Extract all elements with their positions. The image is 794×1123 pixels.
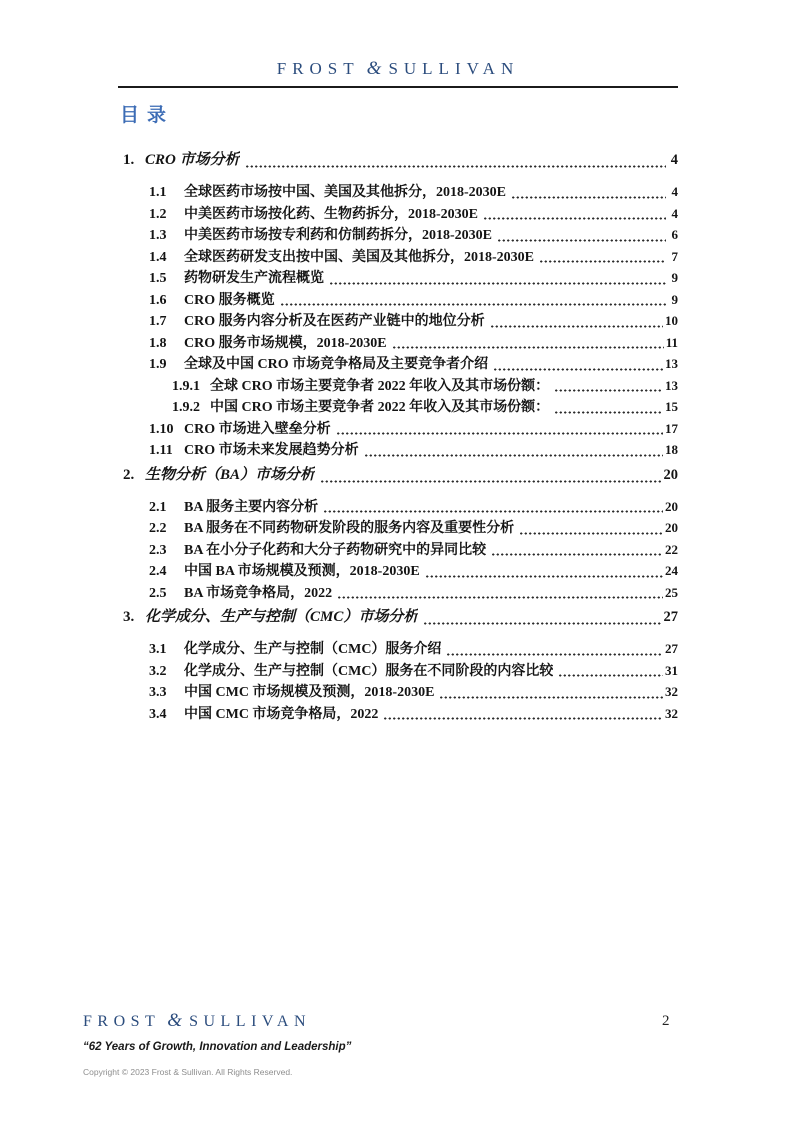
toc-section: [118, 96, 678, 724]
toc-entry-title: 全球 CRO 市场主要竞争者 2022 年收入及其市场份额：: [210, 378, 550, 394]
toc-dot-leader: [558, 660, 663, 682]
toc-entry-title: 中美医药市场按化药、生物药拆分，2018-2030E: [184, 206, 478, 222]
toc-entry[interactable]: [118, 660, 678, 682]
toc-dot-leader: [336, 418, 663, 440]
toc-entry-number: 1.11: [149, 443, 173, 458]
toc-dot-leader: [519, 517, 663, 539]
toc-entry-page: 13: [665, 356, 678, 371]
toc-entry-number: 3.3: [149, 685, 167, 700]
toc-entry-number: 3.4: [149, 706, 167, 722]
toc-entry-title: 全球及中国 CRO 市场竞争格局及主要竞争者介绍: [184, 357, 489, 372]
toc-dot-leader: [511, 181, 666, 203]
toc-entry-number: 1.9.2: [172, 400, 200, 415]
toc-entry-page: 9: [671, 270, 678, 285]
page-footer: [83, 1010, 351, 1077]
toc-entry-page: 18: [665, 442, 678, 457]
toc-dot-leader: [439, 681, 663, 703]
toc-dot-leader: [383, 703, 663, 725]
page-header: [118, 58, 678, 88]
toc-entry[interactable]: [118, 310, 678, 332]
toc-entry-number: 2.2: [149, 521, 167, 536]
toc-entry-page: 32: [665, 684, 678, 699]
toc-entry-title: 中美医药市场按专利药和仿制药拆分，2018-2030E: [184, 228, 492, 243]
toc-entry-number: 1.: [123, 152, 135, 168]
footer-tagline: “62 Years of Growth, Innovation and Leadership”: [83, 1041, 352, 1053]
toc-list: [118, 148, 678, 724]
toc-entry[interactable]: [118, 148, 678, 172]
toc-entry[interactable]: [118, 582, 678, 604]
toc-entry-page: 7: [671, 248, 678, 264]
toc-entry[interactable]: [118, 203, 678, 225]
toc-entry-title: 化学成分、生产与控制（CMC）服务在不同阶段的内容比较: [184, 663, 554, 679]
toc-entry-title: CRO 市场分析: [145, 152, 240, 168]
toc-entry-page: 31: [665, 662, 678, 678]
toc-dot-leader: [245, 148, 666, 172]
toc-entry-number: 1.1: [149, 185, 167, 200]
toc-entry-title: BA 服务主要内容分析: [184, 499, 319, 515]
toc-entry[interactable]: [118, 681, 678, 703]
toc-entry-number: 3.1: [149, 642, 167, 657]
toc-dot-leader: [392, 332, 664, 354]
toc-dot-leader: [539, 246, 666, 268]
toc-entry-page: 22: [665, 541, 678, 557]
toc-entry-number: 1.2: [149, 206, 167, 222]
brand-word-frost: FROST: [83, 1013, 161, 1030]
toc-entry-title: 中国 CRO 市场主要竞争者 2022 年收入及其市场份额：: [210, 400, 550, 415]
toc-entry-title: BA 市场竞争格局，2022: [184, 585, 333, 601]
toc-entry-number: 1.9.1: [172, 378, 200, 394]
toc-entry-number: 1.10: [149, 421, 174, 437]
brand-ampersand-icon: &: [167, 1010, 183, 1031]
toc-dot-leader: [554, 375, 663, 397]
toc-entry-page: 15: [665, 399, 678, 414]
toc-dot-leader: [490, 310, 663, 332]
toc-entry[interactable]: [118, 703, 678, 725]
toc-entry-number: 2.4: [149, 564, 167, 579]
toc-entry[interactable]: [118, 181, 678, 203]
toc-entry-title: 中国 CMC 市场规模及预测，2018-2030E: [184, 685, 435, 700]
toc-entry-page: 25: [665, 584, 678, 600]
footer-copyright: Copyright © 2023 Frost & Sullivan. All Rights Reserved.: [83, 1067, 293, 1077]
toc-dot-leader: [323, 496, 663, 518]
toc-entry-page: 20: [663, 466, 678, 483]
toc-entry-number: 3.: [123, 609, 135, 625]
toc-entry[interactable]: [118, 463, 678, 487]
toc-entry-page: 4: [671, 184, 678, 199]
toc-entry-page: 27: [665, 641, 678, 656]
toc-entry-number: 1.3: [149, 228, 167, 243]
toc-dot-leader: [423, 605, 661, 629]
toc-entry-number: 1.5: [149, 271, 167, 286]
toc-entry-page: 20: [665, 498, 678, 514]
toc-dot-leader: [497, 224, 666, 246]
toc-entry-number: 2.5: [149, 585, 167, 601]
toc-entry-number: 1.6: [149, 292, 167, 308]
toc-dot-leader: [280, 289, 666, 311]
toc-entry-number: 1.9: [149, 357, 167, 372]
toc-entry[interactable]: [118, 560, 678, 582]
toc-dot-leader: [483, 203, 666, 225]
toc-entry-page: 9: [671, 291, 678, 307]
toc-entry-number: 2.: [123, 466, 135, 483]
toc-entry-number: 1.4: [149, 249, 167, 265]
toc-dot-leader: [554, 396, 663, 418]
toc-entry[interactable]: [118, 375, 678, 397]
toc-entry[interactable]: [118, 332, 678, 354]
toc-entry-number: 2.3: [149, 542, 167, 558]
toc-entry-title: 化学成分、生产与控制（CMC）服务介绍: [184, 642, 442, 657]
toc-entry-number: 1.8: [149, 335, 167, 351]
toc-entry-title: 全球医药研发支出按中国、美国及其他拆分，2018-2030E: [184, 249, 534, 265]
toc-entry[interactable]: [118, 605, 678, 629]
toc-entry[interactable]: [118, 353, 678, 375]
toc-entry[interactable]: [118, 517, 678, 539]
toc-entry-title: 生物分析（BA）市场分析: [145, 466, 316, 483]
toc-entry-page: 27: [663, 609, 678, 625]
toc-entry-title: 中国 BA 市场规模及预测，2018-2030E: [184, 564, 420, 579]
toc-entry[interactable]: [118, 246, 678, 268]
toc-dot-leader: [337, 582, 663, 604]
toc-dot-leader: [320, 463, 661, 487]
toc-dot-leader: [491, 539, 663, 561]
toc-entry-title: CRO 服务内容分析及在医药产业链中的地位分析: [184, 314, 485, 329]
toc-entry-page: 20: [665, 520, 678, 535]
toc-entry-title: CRO 服务概览: [184, 292, 275, 308]
toc-entry-page: 6: [671, 227, 678, 242]
toc-title: 目录: [120, 105, 175, 126]
toc-entry[interactable]: [118, 539, 678, 561]
toc-dot-leader: [329, 267, 666, 289]
toc-entry[interactable]: [118, 396, 678, 418]
toc-dot-leader: [425, 560, 663, 582]
toc-entry-number: 1.7: [149, 314, 167, 329]
header-brand-logo: [118, 58, 678, 80]
toc-entry-title: 药物研发生产流程概览: [184, 271, 324, 286]
toc-entry[interactable]: [118, 289, 678, 311]
toc-entry-number: 3.2: [149, 663, 167, 679]
toc-entry[interactable]: [118, 638, 678, 660]
toc-entry-page: 32: [665, 705, 678, 721]
toc-entry-number: 2.1: [149, 499, 167, 515]
toc-entry[interactable]: [118, 439, 678, 461]
brand-ampersand-icon: &: [366, 58, 382, 79]
toc-entry[interactable]: [118, 224, 678, 246]
toc-entry-title: BA 在小分子化药和大分子药物研究中的异同比较: [184, 542, 487, 558]
toc-entry-page: 4: [670, 152, 678, 168]
toc-entry-title: BA 服务在不同药物研发阶段的服务内容及重要性分析: [184, 521, 515, 536]
toc-entry-title: 全球医药市场按中国、美国及其他拆分，2018-2030E: [184, 185, 506, 200]
toc-dot-leader: [493, 353, 663, 375]
toc-entry-title: CRO 服务市场规模，2018-2030E: [184, 335, 387, 351]
toc-entry[interactable]: [118, 496, 678, 518]
toc-entry-page: 24: [665, 563, 678, 578]
toc-entry-page: 17: [665, 420, 678, 436]
brand-word-sullivan: SULLIVAN: [388, 59, 520, 78]
toc-entry-title: CRO 市场未来发展趋势分析: [184, 443, 359, 458]
toc-entry[interactable]: [118, 418, 678, 440]
page-number: 2: [662, 1013, 670, 1029]
toc-entry-title: CRO 市场进入壁垒分析: [184, 421, 331, 437]
brand-word-sullivan: SULLIVAN: [189, 1013, 312, 1030]
toc-entry-title: 化学成分、生产与控制（CMC）市场分析: [145, 609, 419, 625]
toc-entry-page: 10: [665, 313, 678, 328]
toc-dot-leader: [364, 439, 663, 461]
toc-entry-page: 13: [665, 377, 678, 393]
toc-entry-title: 中国 CMC 市场竞争格局，2022: [184, 706, 379, 722]
brand-word-frost: FROST: [276, 59, 360, 78]
toc-entry[interactable]: [118, 267, 678, 289]
toc-entry-page: 11: [665, 334, 678, 350]
footer-brand-logo: [83, 1010, 351, 1032]
toc-entry-page: 4: [671, 205, 678, 221]
toc-dot-leader: [446, 638, 663, 660]
